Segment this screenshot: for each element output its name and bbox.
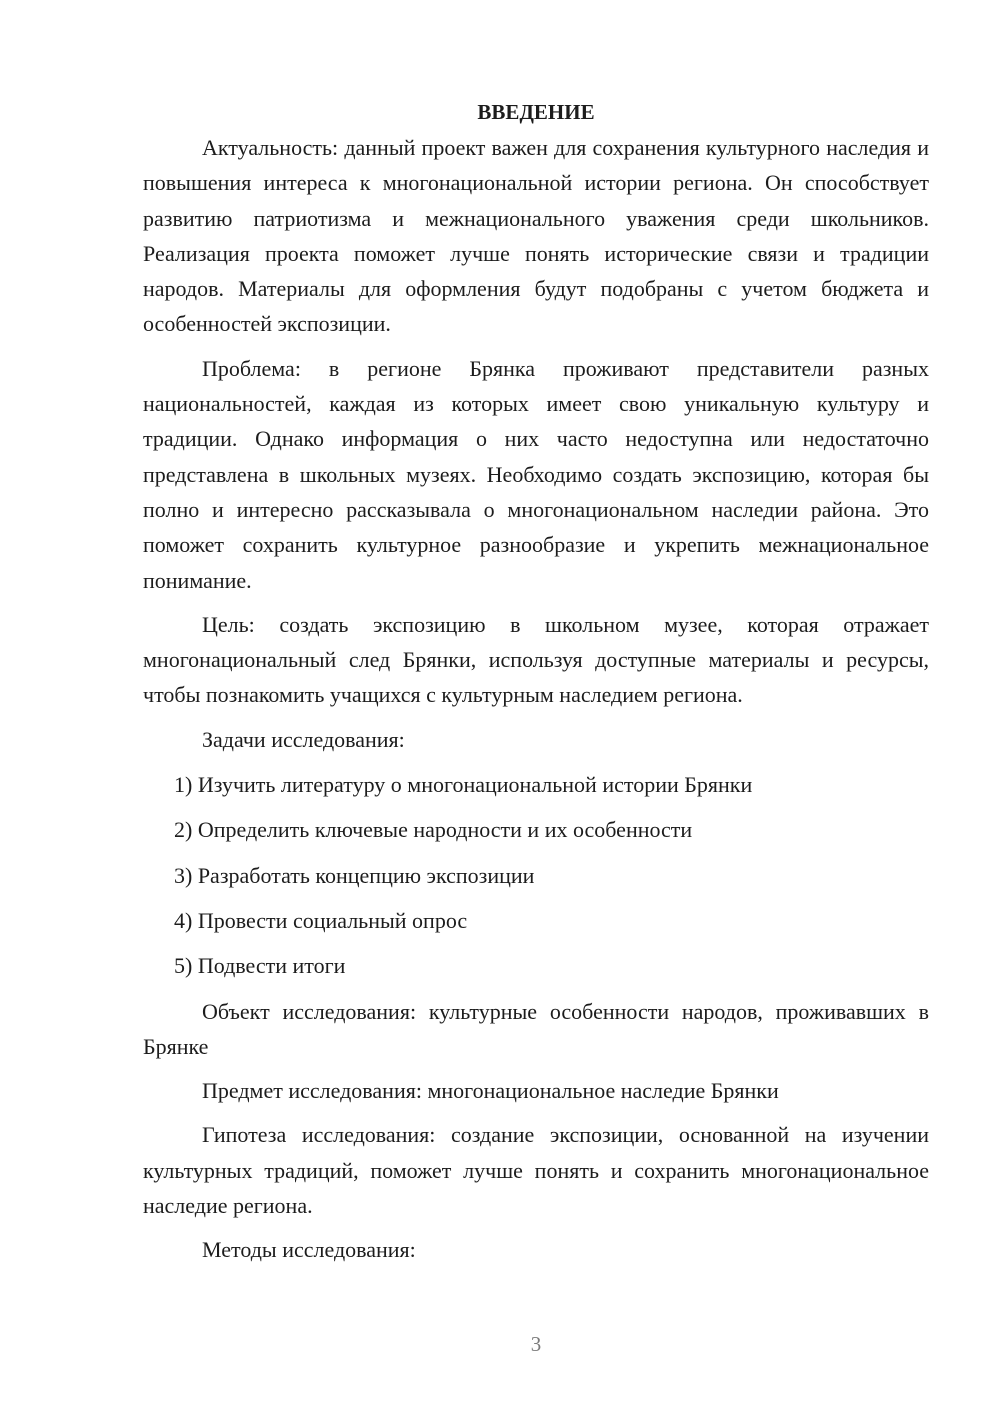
paragraph-relevance: Актуальность: данный проект важен для сохранения культурного наследия и повышения интереса к многонациональной истории региона. Он способствует развитию патриотизма и межнационального уважения среди школьников. Реализация проекта поможет лучше понять исторические связи и традиции народов. Материалы для оформления будут подобраны с учетом бюджета и особенностей экспозиции. [143,135,929,337]
tasks-heading: Задачи исследования: [202,726,405,752]
page-content [143,94,929,1268]
task-item: 3) Разработать концепцию экспозиции [174,862,535,888]
paragraph-object: Объект исследования: культурные особенности народов, проживавших в Брянке [143,998,929,1059]
page-title: ВВЕДЕНИЕ [477,100,595,124]
methods-heading: Методы исследования: [202,1237,416,1263]
paragraph-problem: Проблема: в регионе Брянка проживают представители разных национальностей, каждая из которых имеет свою уникальную культуру и традиции. Однако информация о них часто недоступна или недостаточно представлена в школьных музеях. Необходимо создать экспозицию, которая бы полно и интересно рассказывала о многонациональном наследии района. Это поможет сохранить культурное разнообразие и укрепить межнациональное понимание. [143,355,929,593]
paragraph-subject: Предмет исследования: многонациональное наследие Брянки [202,1078,779,1104]
paragraph-goal: Цель: создать экспозицию в школьном музее, которая отражает многонациональный след Брянки, используя доступные материалы и ресурсы, чтобы познакомить учащихся с культурным наследием региона. [143,611,929,708]
task-item: 5) Подвести итоги [174,953,346,979]
task-item: 2) Определить ключевые народности и их особенности [174,817,693,843]
task-item: 4) Провести социальный опрос [174,907,468,933]
paragraph-hypothesis: Гипотеза исследования: создание экспозиции, основанной на изучении культурных традиций, поможет лучше понять и сохранить многонациональное наследие региона. [143,1122,929,1219]
task-item: 1) Изучить литературу о многонациональной истории Брянки [174,772,753,798]
page-number: 3 [530,1332,542,1356]
